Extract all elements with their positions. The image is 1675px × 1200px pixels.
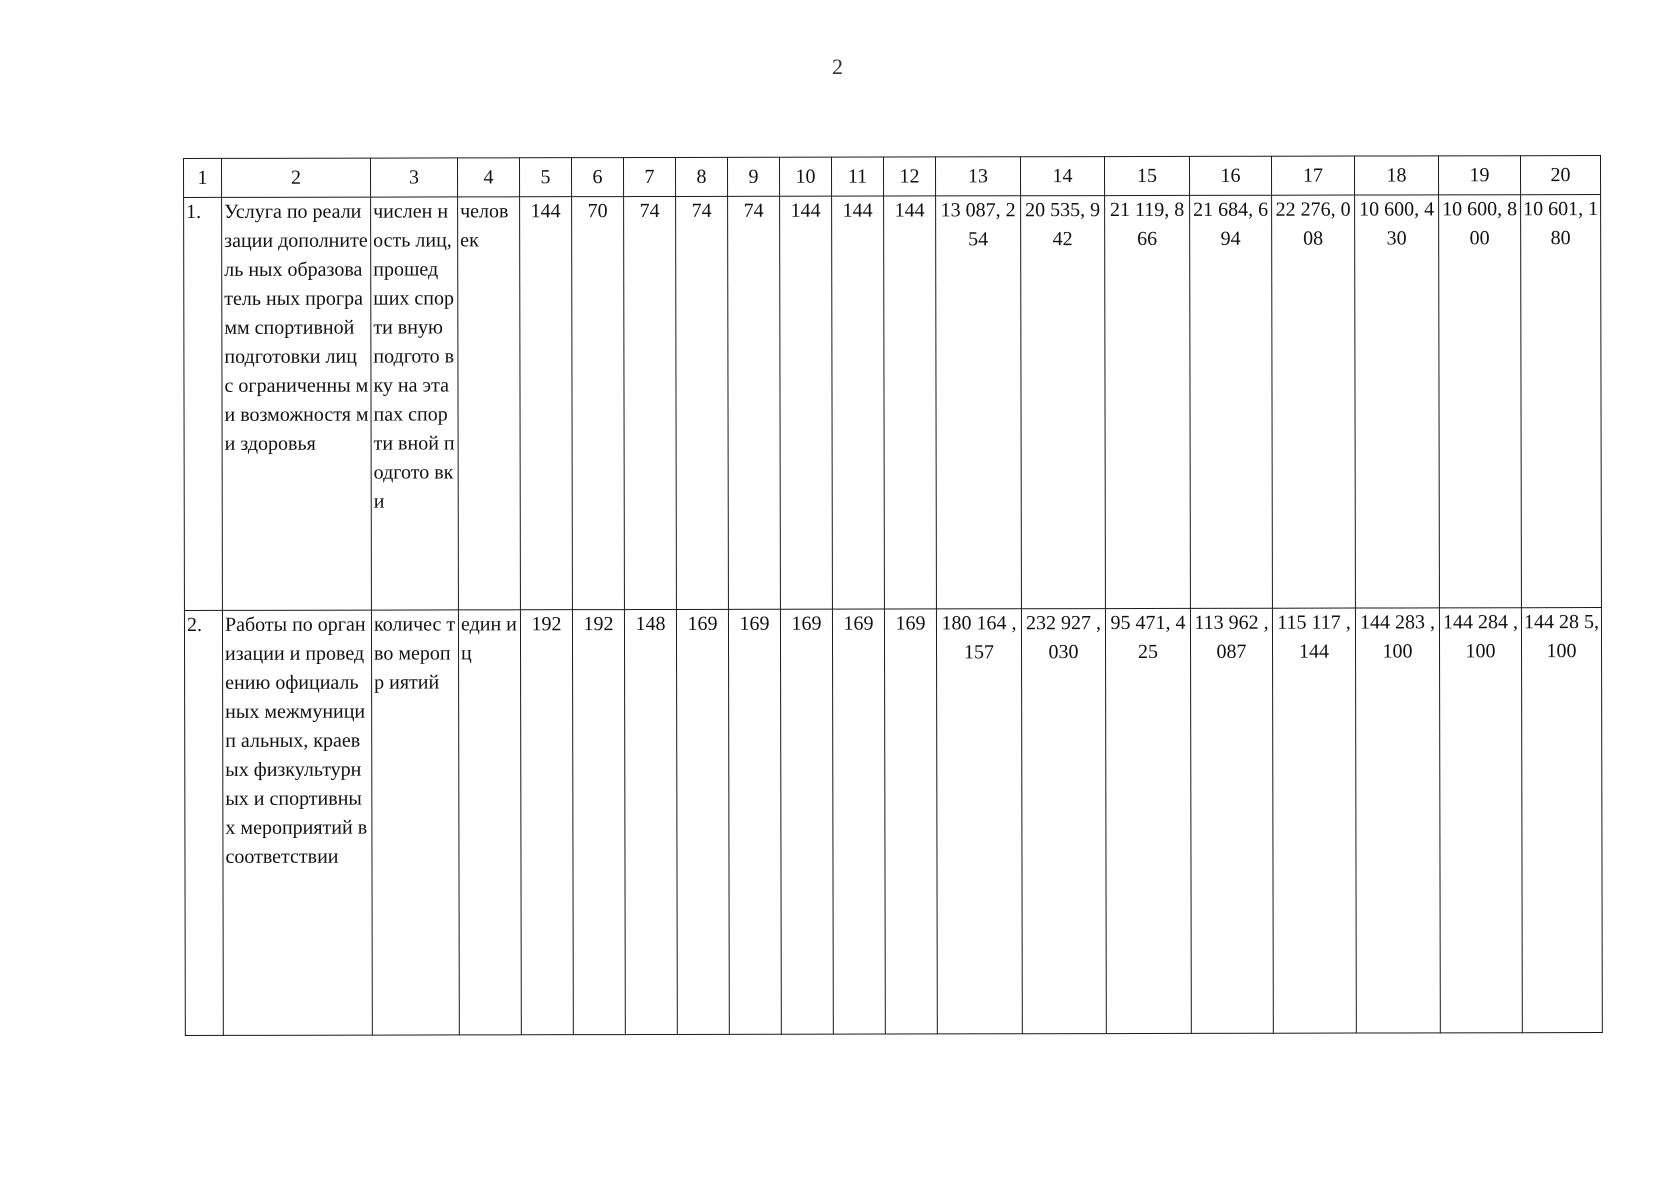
table-header-row [184, 156, 1601, 198]
column-header: 14 [1020, 157, 1104, 196]
data-table [183, 155, 1603, 1036]
column-header: 20 [1520, 156, 1600, 195]
value-cell: 169 [728, 609, 781, 1034]
amount-cell: 21 684, 694 [1190, 195, 1273, 608]
column-header: 13 [935, 157, 1020, 196]
column-header: 9 [727, 157, 779, 196]
column-header: 4 [458, 158, 520, 197]
column-header: 16 [1189, 156, 1271, 195]
amount-cell: 10 600, 430 [1355, 195, 1440, 608]
column-header: 3 [371, 158, 458, 197]
value-cell: 74 [676, 196, 729, 609]
column-header: 6 [572, 158, 624, 197]
column-header: 10 [779, 157, 831, 196]
amount-cell: 20 535, 942 [1021, 196, 1106, 609]
unit-cell: един иц [458, 610, 521, 1035]
amount-cell: 180 164 ,157 [936, 609, 1022, 1034]
amount-cell: 144 28 5,100 [1521, 608, 1602, 1033]
column-header: 2 [222, 158, 371, 197]
column-header: 8 [675, 157, 727, 196]
value-cell: 169 [884, 609, 937, 1034]
indicator-cell: числен ность лиц, прошед ших спорти вную подгото вку на этапах спорти вной подгото вки [371, 197, 459, 610]
value-cell: 192 [572, 610, 625, 1035]
amount-cell: 10 601, 180 [1521, 195, 1602, 608]
amount-cell: 144 283 ,100 [1355, 608, 1440, 1033]
table-row [184, 195, 1602, 611]
value-cell: 169 [832, 609, 885, 1034]
value-cell: 144 [780, 196, 833, 609]
page-number: 2 [832, 54, 843, 79]
column-header: 12 [883, 157, 935, 196]
amount-cell: 22 276, 008 [1272, 195, 1356, 608]
amount-cell: 144 284 ,100 [1439, 608, 1522, 1033]
amount-cell: 21 119, 866 [1105, 195, 1191, 608]
column-header: 15 [1104, 156, 1189, 195]
value-cell: 192 [520, 610, 573, 1035]
value-cell: 74 [728, 196, 781, 609]
column-header: 18 [1354, 156, 1438, 195]
amount-cell: 115 117 ,144 [1272, 608, 1356, 1033]
value-cell: 148 [624, 609, 677, 1034]
amount-cell: 113 962 ,087 [1190, 608, 1273, 1033]
column-header: 17 [1271, 156, 1354, 195]
service-name-cell: Работы по организации и проведению официальных межмуницип альных, краевых физкультурн ых и спортивных мероприятий в соответствии [222, 610, 372, 1035]
indicator-cell: количес тво меропр иятий [371, 610, 459, 1035]
value-cell: 169 [780, 609, 833, 1034]
amount-cell: 232 927 ,030 [1021, 609, 1106, 1034]
amount-cell: 13 087, 254 [936, 196, 1022, 609]
column-header: 5 [520, 158, 572, 197]
column-header: 1 [184, 158, 222, 197]
amount-cell: 10 600, 800 [1439, 195, 1522, 608]
value-cell: 144 [520, 197, 573, 610]
column-header: 11 [831, 157, 883, 196]
value-cell: 169 [676, 609, 729, 1034]
column-header: 7 [624, 157, 676, 196]
value-cell: 144 [832, 196, 885, 609]
unit-cell: челов ек [458, 197, 521, 610]
column-header: 19 [1438, 156, 1520, 195]
value-cell: 74 [624, 196, 677, 609]
amount-cell: 95 471, 425 [1105, 608, 1191, 1033]
service-name-cell: Услуга по реализации дополнитель ных образователь ных программ спортивной подготовки лиц с ограниченны ми возможностя ми здоровья [222, 197, 372, 610]
table-row [184, 608, 1602, 1036]
value-cell: 144 [884, 196, 937, 609]
row-number-cell: 1. [184, 197, 223, 610]
row-number-cell: 2. [184, 610, 223, 1035]
value-cell: 70 [572, 197, 625, 610]
